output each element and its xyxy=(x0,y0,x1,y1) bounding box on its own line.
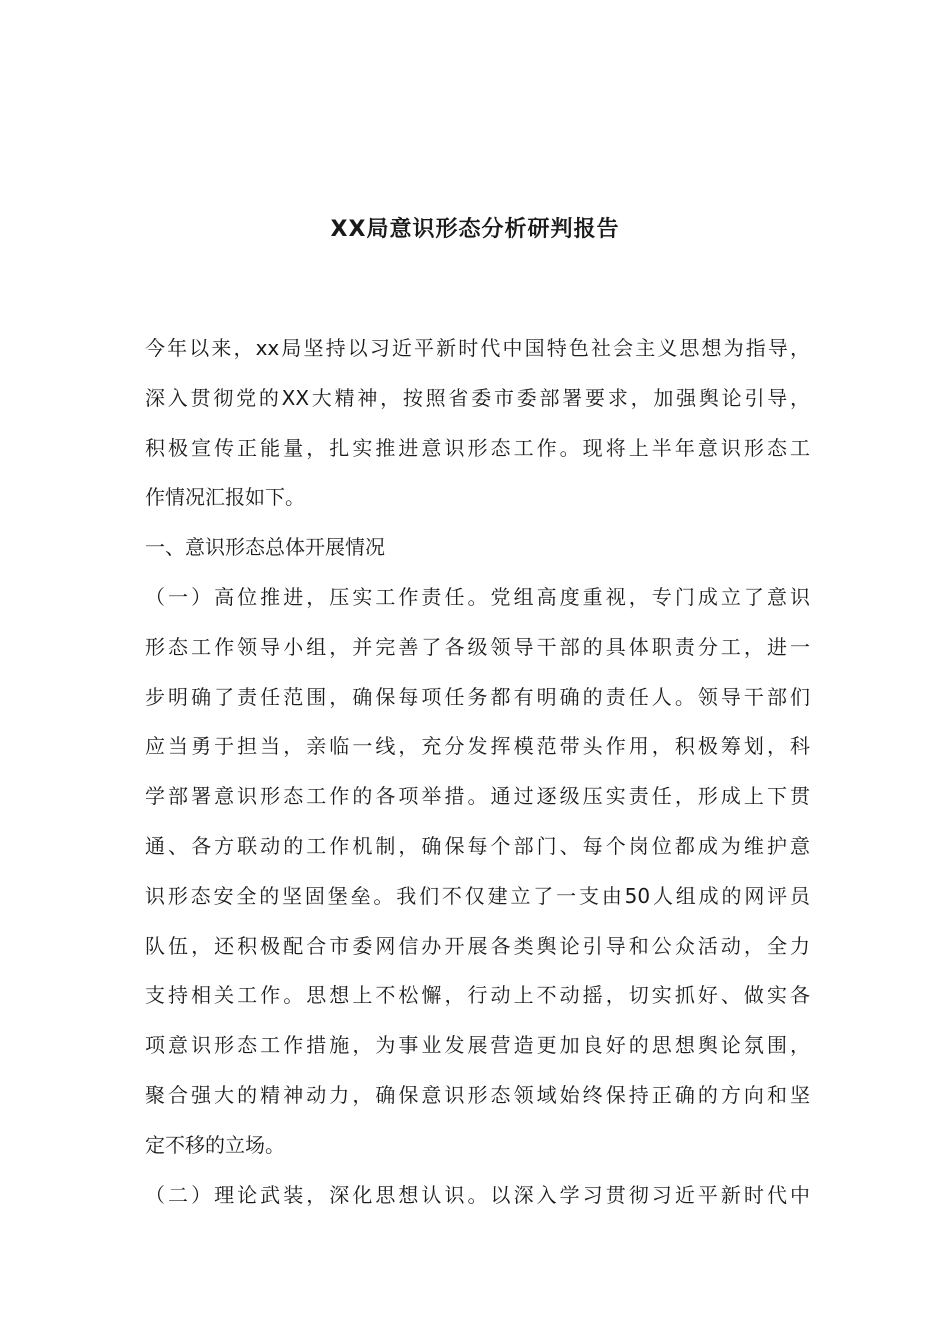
body-text-line: （一）高位推进，压实工作责任。党组高度重视，专门成立了意识 xyxy=(145,585,810,609)
body-text-line: 学部署意识形态工作的各项举措。通过逐级压实责任，形成上下贯 xyxy=(145,784,810,809)
body-text-line: 识形态安全的坚固堡垒。我们不仅建立了一支由50人组成的网评员 xyxy=(145,883,810,908)
body-text-line: 项意识形态工作措施，为事业发展营造更加良好的思想舆论氛围， xyxy=(145,1033,810,1058)
body-text-line: 应当勇于担当，亲临一线，充分发挥模范带头作用，积极筹划，科 xyxy=(145,734,810,759)
document-title: XX局意识形态分析研判报告 xyxy=(330,217,620,242)
body-text-line: 聚合强大的精神动力，确保意识形态领域始终保持正确的方向和坚 xyxy=(145,1083,810,1107)
body-text-line: 步明确了责任范围，确保每项任务都有明确的责任人。领导干部们 xyxy=(145,684,810,709)
body-text-line: 作情况汇报如下。 xyxy=(145,485,305,510)
body-text-line: 一、意识形态总体开展情况 xyxy=(145,535,385,560)
body-text-line: 定不移的立场。 xyxy=(145,1132,285,1157)
body-text-line: 通、各方联动的工作机制，确保每个部门、每个岗位都成为维护意 xyxy=(145,834,810,858)
body-text-line: 形态工作领导小组，并完善了各级领导干部的具体职责分工，进一 xyxy=(145,634,810,659)
body-text-line: 积极宣传正能量，扎实推进意识形态工作。现将上半年意识形态工 xyxy=(145,435,810,460)
body-text-line: 今年以来，xx局坚持以习近平新时代中国特色社会主义思想为指导， xyxy=(145,336,810,360)
body-text-line: 支持相关工作。思想上不松懈，行动上不动摇，切实抓好、做实各 xyxy=(145,983,810,1008)
body-text-line: 队伍，还积极配合市委网信办开展各类舆论引导和公众活动，全力 xyxy=(145,933,810,958)
body-text-line: （二）理论武装，深化思想认识。以深入学习贯彻习近平新时代中 xyxy=(145,1182,810,1207)
body-text-line: 深入贯彻党的XX大精神，按照省委市委部署要求，加强舆论引导， xyxy=(145,385,810,410)
